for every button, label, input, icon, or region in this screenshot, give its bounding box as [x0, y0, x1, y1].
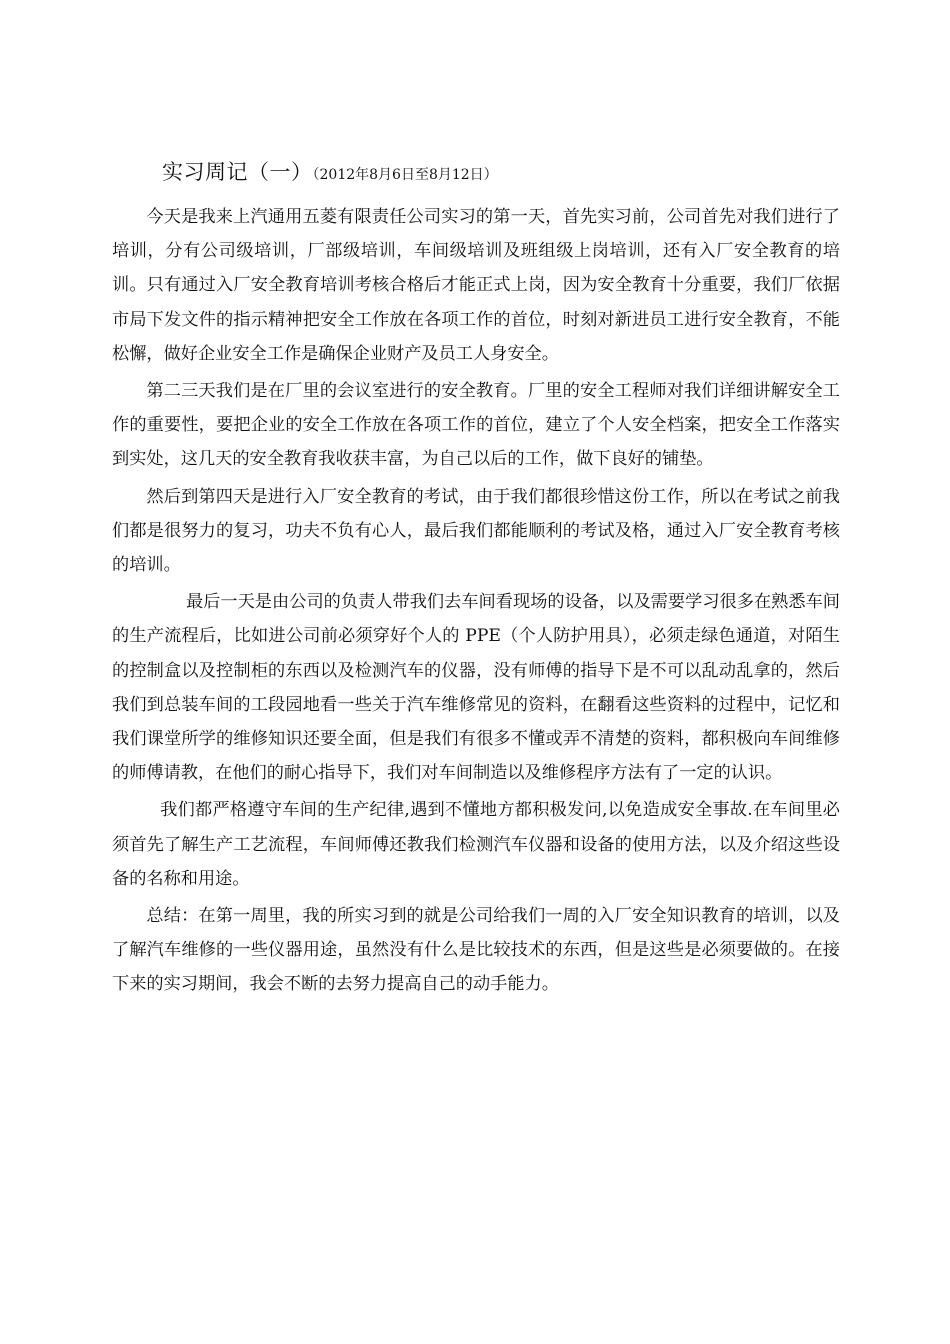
- paragraph-day-four: 然后到第四天是进行入厂安全教育的考试，由于我们都很珍惜这份工作，所以在考试之前我们都是很努力的复习，功夫不负有心人，最后我们都能顺利的考试及格，通过入厂安全教育考核的培训。: [112, 486, 840, 576]
- paragraph-intro: 今天是我来上汽通用五菱有限责任公司实习的第一天，首先实习前，公司首先对我们进行了培训，分有公司级培训，厂部级培训，车间级培训及班组级上岗培训，还有入厂安全教育的培训。只有通过入厂安全教育培训考核合格后才能正式上岗，因为安全教育十分重要，我们厂依据市局下发文件的指示精神把安全工作放在各项工作的首位，时刻对新进员工进行安全教育，不能松懈，做好企业安全工作是确保企业财产及员工人身安全。: [112, 207, 840, 364]
- title-line: [162, 156, 498, 186]
- page-title: 实习周记（一）: [162, 160, 313, 184]
- paragraph-summary: 总结：在第一周里，我的所实习到的就是公司给我们一周的入厂安全知识教育的培训，以及了解汽车维修的一些仪器用途，虽然没有什么是比较技术的东西，但是这些是必须要做的。在接下来的实习期间，我会不断的去努力提高自己的动手能力。: [112, 906, 840, 995]
- paragraph-last-day: 最后一天是由公司的负责人带我们去车间看现场的设备，以及需要学习很多在熟悉车间的生产流程后，比如进公司前必须穿好个人的 PPE（个人防护用具），必须走绿色通道，对陌生的控制盒以及控制柜的东西以及检测汽车的仪器，没有师傅的指导下是不可以乱动乱拿的，然后我们到总装车间的工段园地看一些关于汽车维修常见的资料，在翻看这些资料的过程中，记忆和我们课堂所学的维修知识还要全面，但是我们有很多不懂或弄不清楚的资料，都积极向车间维修的师傅请教，在他们的耐心指导下，我们对车间制造以及维修程序方法有了一定的认识。: [112, 592, 840, 784]
- paragraph-discipline: 我们都严格遵守车间的生产纪律,遇到不懂地方都积极发问,以免造成安全事故.在车间里必须首先了解生产工艺流程，车间师傅还教我们检测汽车仪器和设备的使用方法，以及介绍这些设备的名称和用途。: [112, 800, 840, 889]
- date-range: （2012年8月6日至8月12日）: [312, 167, 498, 183]
- paragraph-day-two-three: 第二三天我们是在厂里的会议室进行的安全教育。厂里的安全工程师对我们详细讲解安全工作的重要性，要把企业的安全工作放在各项工作的首位，建立了个人安全档案，把安全工作落实到实处，这几天的安全教育我收获丰富，为自己以后的工作，做下良好的铺垫。: [112, 381, 840, 470]
- document-body: [112, 200, 840, 1002]
